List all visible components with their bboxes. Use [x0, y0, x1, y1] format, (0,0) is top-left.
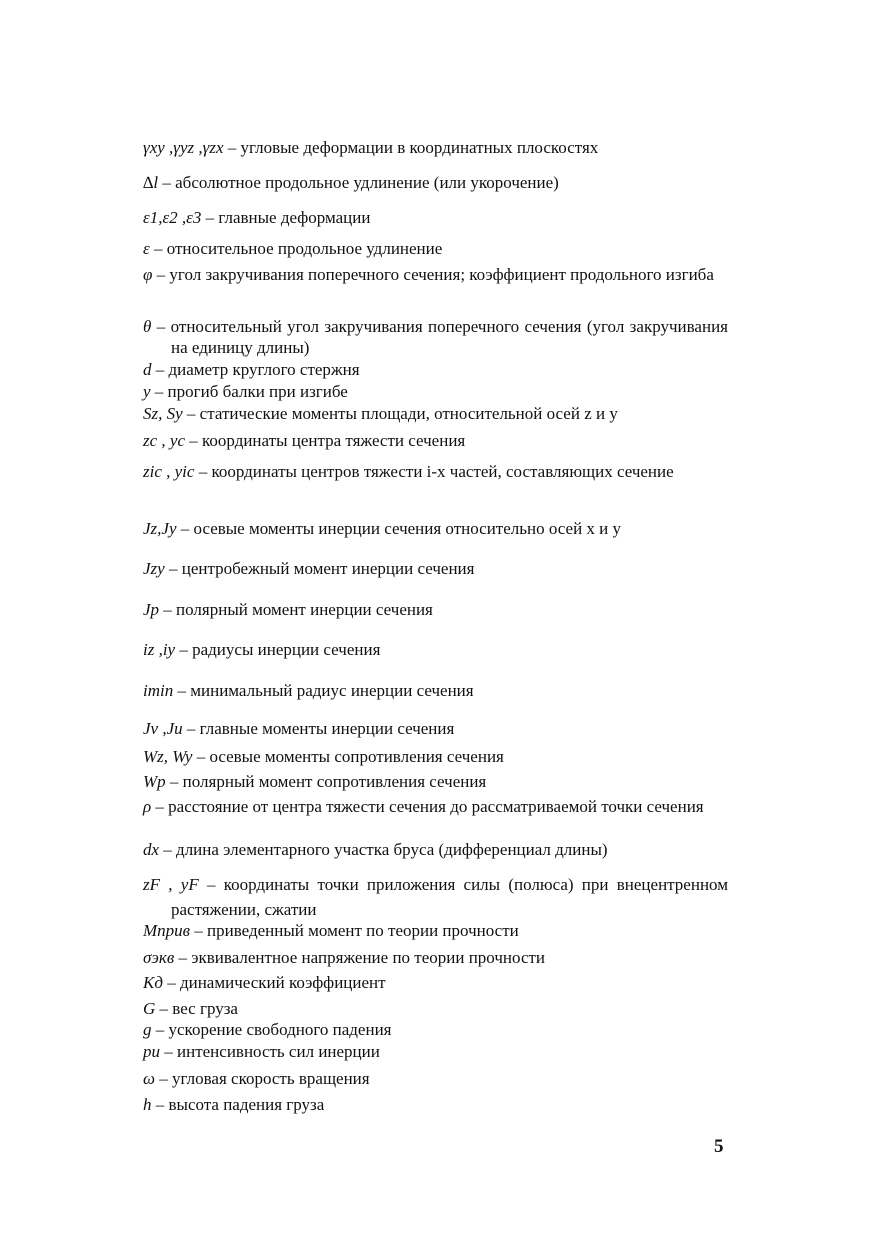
entry-imin — [143, 680, 728, 701]
symbol-wp: Wp — [143, 772, 166, 791]
symbol-epsilon123: ε1,ε2 ,ε3 — [143, 208, 202, 227]
desc-zc-yc: – координаты центра тяжести сечения — [185, 431, 466, 450]
symbol-s: Sz, Sy — [143, 404, 183, 423]
symbol-dx: dx — [143, 840, 160, 859]
desc-delta-l: – абсолютное продольное удлинение (или укорочение) — [158, 173, 559, 192]
desc-s: – статические моменты площади, относительной осей z и y — [182, 404, 618, 423]
symbol-y: y — [143, 382, 151, 401]
entry-zic-yic — [143, 460, 728, 484]
desc-wp: – полярный момент сопротивления сечения — [165, 772, 487, 791]
entry-wz-wy — [143, 746, 728, 767]
desc-omega: – угловая скорость вращения — [155, 1069, 370, 1088]
desc-g-weight: – вес груза — [155, 999, 238, 1018]
symbol-jz-jy: Jz,Jy — [143, 519, 177, 538]
desc-zf-yf: – координаты точки приложения силы (полюса) при внецентренном растяжении, сжатии — [171, 875, 728, 919]
symbol-zf-yf: zF , yF — [143, 875, 199, 894]
entry-g-accel — [143, 1019, 728, 1040]
entry-epsilon123 — [143, 207, 728, 228]
desc-mpriv: – приведенный момент по теории прочности — [190, 921, 519, 940]
desc-theta: – относительный угол закручивания поперечного сечения (угол закручивания на единицу длины) — [151, 317, 728, 357]
symbol-epsilon: ε — [143, 239, 150, 258]
desc-rho: – расстояние от центра тяжести сечения до рассматриваемой точки сечения — [151, 797, 704, 816]
symbol-d: d — [143, 360, 152, 379]
entry-jv-ju — [143, 718, 728, 739]
entry-epsilon — [143, 238, 728, 259]
entry-g-weight — [143, 998, 728, 1019]
symbol-theta: θ — [143, 317, 152, 336]
desc-zic-yic: – координаты центров тяжести i-х частей, составляющих сечение — [194, 462, 674, 481]
symbol-pi: pи — [143, 1042, 160, 1061]
symbol-jzy: Jzy — [143, 559, 165, 578]
desc-imin: – минимальный радиус инерции сечения — [173, 681, 474, 700]
desc-jzy: – центробежный момент инерции сечения — [164, 559, 475, 578]
entry-dx — [143, 839, 728, 860]
symbol-jp: Jp — [143, 600, 160, 619]
symbol-jv-ju: Jv ,Ju — [143, 719, 183, 738]
symbol-h: h — [143, 1095, 152, 1114]
symbol-iz-iy: iz ,iy — [143, 640, 176, 659]
symbol-kd: Kд — [143, 973, 163, 992]
entry-zf-yf — [143, 872, 728, 922]
symbol-mpriv: Mприв — [143, 921, 191, 940]
page-number: 5 — [714, 1136, 724, 1157]
entry-zc-yc — [143, 430, 728, 451]
symbol-zic-yic: zic , yic — [143, 462, 195, 481]
entry-jzy — [143, 558, 728, 579]
symbol-phi: φ — [143, 265, 153, 284]
desc-jz-jy: – осевые моменты инерции сечения относительно осей x и y — [176, 519, 622, 538]
desc-epsilon: – относительное продольное удлинение — [149, 239, 443, 258]
desc-sigma-ekv: – эквивалентное напряжение по теории прочности — [174, 948, 546, 967]
desc-jp: – полярный момент инерции сечения — [159, 600, 433, 619]
desc-dx: – длина элементарного участка бруса (дифференциал длины) — [159, 840, 608, 859]
symbol-imin: imin — [143, 681, 174, 700]
entry-wp — [143, 771, 728, 792]
desc-g-accel: – ускорение свободного падения — [151, 1020, 392, 1039]
entry-d — [143, 359, 728, 380]
desc-gamma: – угловые деформации в координатных плоскостях — [223, 138, 599, 157]
entry-kd — [143, 972, 728, 993]
entry-gamma — [143, 137, 728, 158]
entry-delta-l — [143, 172, 728, 193]
entry-s — [143, 403, 728, 424]
entry-sigma-ekv — [143, 947, 728, 968]
desc-y: – прогиб балки при изгибе — [150, 382, 348, 401]
desc-h: – высота падения груза — [151, 1095, 325, 1114]
desc-wz-wy: – осевые моменты сопротивления сечения — [192, 747, 504, 766]
entry-omega — [143, 1068, 728, 1089]
desc-d: – диаметр круглого стержня — [151, 360, 360, 379]
entry-rho — [143, 796, 728, 817]
entry-theta — [143, 316, 728, 358]
entry-jz-jy — [143, 518, 728, 539]
desc-jv-ju: – главные моменты инерции сечения — [182, 719, 455, 738]
entry-pi — [143, 1041, 728, 1062]
symbol-g-accel: g — [143, 1020, 152, 1039]
entry-mpriv — [143, 920, 728, 941]
entry-jp — [143, 599, 728, 620]
symbol-zc-yc: zc , yc — [143, 431, 186, 450]
symbol-g-weight: G — [143, 999, 156, 1018]
desc-pi: – интенсивность сил инерции — [160, 1042, 380, 1061]
entry-iz-iy — [143, 639, 728, 660]
desc-iz-iy: – радиусы инерции сечения — [175, 640, 381, 659]
symbol-sigma-ekv: σэкв — [143, 948, 175, 967]
entry-y — [143, 381, 728, 402]
symbol-delta-l: ∆l — [143, 173, 159, 192]
desc-phi: – угол закручивания поперечного сечения; коэффициент продольного изгиба — [152, 265, 714, 284]
symbol-rho: ρ — [143, 797, 152, 816]
entry-phi — [143, 263, 728, 287]
desc-kd: – динамический коэффициент — [162, 973, 386, 992]
desc-epsilon123: – главные деформации — [201, 208, 371, 227]
symbol-omega: ω — [143, 1069, 156, 1088]
symbol-wz-wy: Wz, Wy — [143, 747, 193, 766]
entry-h — [143, 1094, 728, 1115]
symbol-gamma: γxy ,γyz ,γzx — [143, 138, 224, 157]
